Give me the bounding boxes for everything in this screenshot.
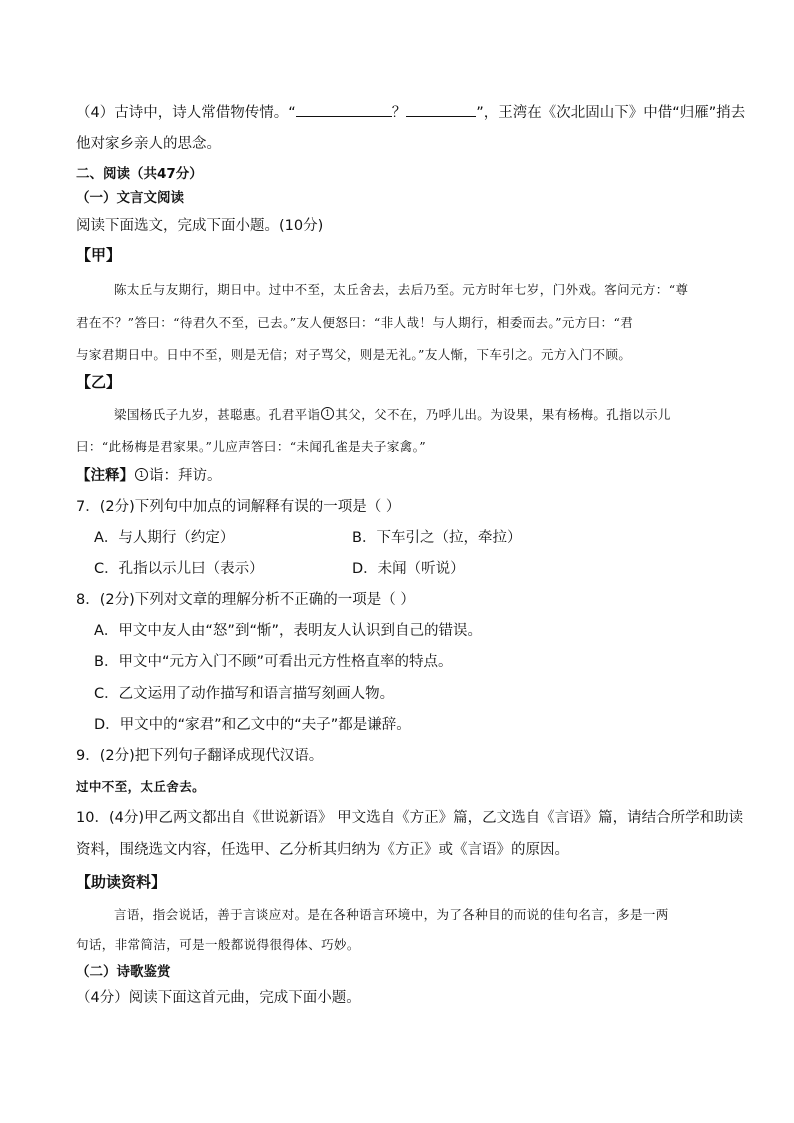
question-8-stem: 8．(2分)下列对文章的理解分析不正确的一项是（ ） [76,592,415,608]
question-10-line-1: 10．(4分)甲乙两文都出自《世说新语》 甲文选自《方正》篇，乙文选自《言语》篇，请结合所学和助读 [76,810,744,826]
answer-blank-2[interactable] [406,102,476,117]
passage-jia-line-1: 陈太丘与友期行，期日中。过中不至，太丘舍去，去后乃至。元方时年七岁，门外戏。客问元方：“尊 [114,282,689,297]
question-7-option-a[interactable]: A．与人期行（约定） [94,530,235,546]
question-7-stem: 7．(2分)下列句中加点的词解释有误的一项是（ ） [76,499,401,515]
question-7-option-d[interactable]: D．未闻（听说） [352,561,465,577]
footnote-number: 1 [135,468,148,481]
reading-intro: 阅读下面选文，完成下面小题。(10分) [76,218,324,234]
question-4-prefix: （4）古诗中，诗人常借物传情。“ [76,105,296,121]
answer-blank-1[interactable] [296,102,392,117]
question-9-sentence: 过中不至，太丘舍去。 [76,779,206,794]
question-9-stem: 9．(2分)把下列句子翻译成现代汉语。 [76,748,324,764]
passage-jia-line-2: 君在不？”答曰：“待君久不至，已去。”友人便怒曰：“非人哉！与人期行，相委而去。”元方曰：“君 [76,315,634,330]
section-2-title: 二、阅读（共47分） [76,166,203,182]
aid-material-line-2: 句话，非常简洁，可是一般都说得很得体、巧妙。 [76,937,360,952]
question-10-line-2: 资料，围绕选文内容，任选甲、乙分析其归纳为《方正》或《言语》的原因。 [76,842,569,858]
passage-yi-line-1 [114,405,671,425]
question-7-option-b[interactable]: B．下车引之（拉，牵拉） [352,530,522,546]
aid-material-label: 【助读资料】 [76,873,167,891]
passage-yi-text-a: 梁国杨氏子九岁，甚聪惠。孔君平诣 [114,407,321,422]
question-4 [76,102,745,123]
subsection-1-title: （一）文言文阅读 [76,190,184,206]
question-8-option-d[interactable]: D．甲文中的“家君”和乙文中的“夫子”都是谦辞。 [94,717,411,733]
subsection-2-title: （二）诗歌鉴赏 [76,964,171,980]
question-8-option-c[interactable]: C．乙文运用了动作描写和语言描写刻画人物。 [94,686,395,702]
question-8-option-a[interactable]: A．甲文中友人由“怒”到“惭”，表明友人认识到自己的错误。 [94,623,482,639]
passage-yi-text-b: 其父，父不在，乃呼儿出。为设果，果有杨梅。孔指以示儿 [335,407,671,422]
aid-material-line-1: 言语，指会说话，善于言谈应对。是在各种语言环境中，为了各种目的而说的佳句名言，多是一两 [114,907,669,922]
footnote [76,466,222,486]
passage-yi-line-2: 曰：“此杨梅是君家果。”儿应声答曰：“未闻孔雀是夫子家禽。” [76,439,427,454]
footnote-label: 【注释】 [76,468,134,484]
passage-yi-label: 【乙】 [76,373,122,391]
question-4-suffix: ”，王湾在《次北固山下》中借“归雁”捎去 [476,105,746,121]
question-8-option-b[interactable]: B．甲文中“元方入门不顾”可看出元方性格直率的特点。 [94,654,453,670]
passage-jia-line-3: 与家君期日中。日中不至，则是无信；对子骂父，则是无礼。”友人惭，下车引之。元方入门不顾。 [76,347,632,362]
question-4-line2: 他对家乡亲人的思念。 [76,136,221,152]
question-7-option-c[interactable]: C．孔指以示儿曰（表示） [94,561,264,577]
question-mark: ？ [391,105,407,121]
footnote-marker: 1 [321,407,334,420]
passage-jia-label: 【甲】 [76,246,122,264]
poem-intro: （4分）阅读下面这首元曲，完成下面小题。 [76,990,361,1006]
footnote-text: 诣：拜访。 [149,468,222,484]
